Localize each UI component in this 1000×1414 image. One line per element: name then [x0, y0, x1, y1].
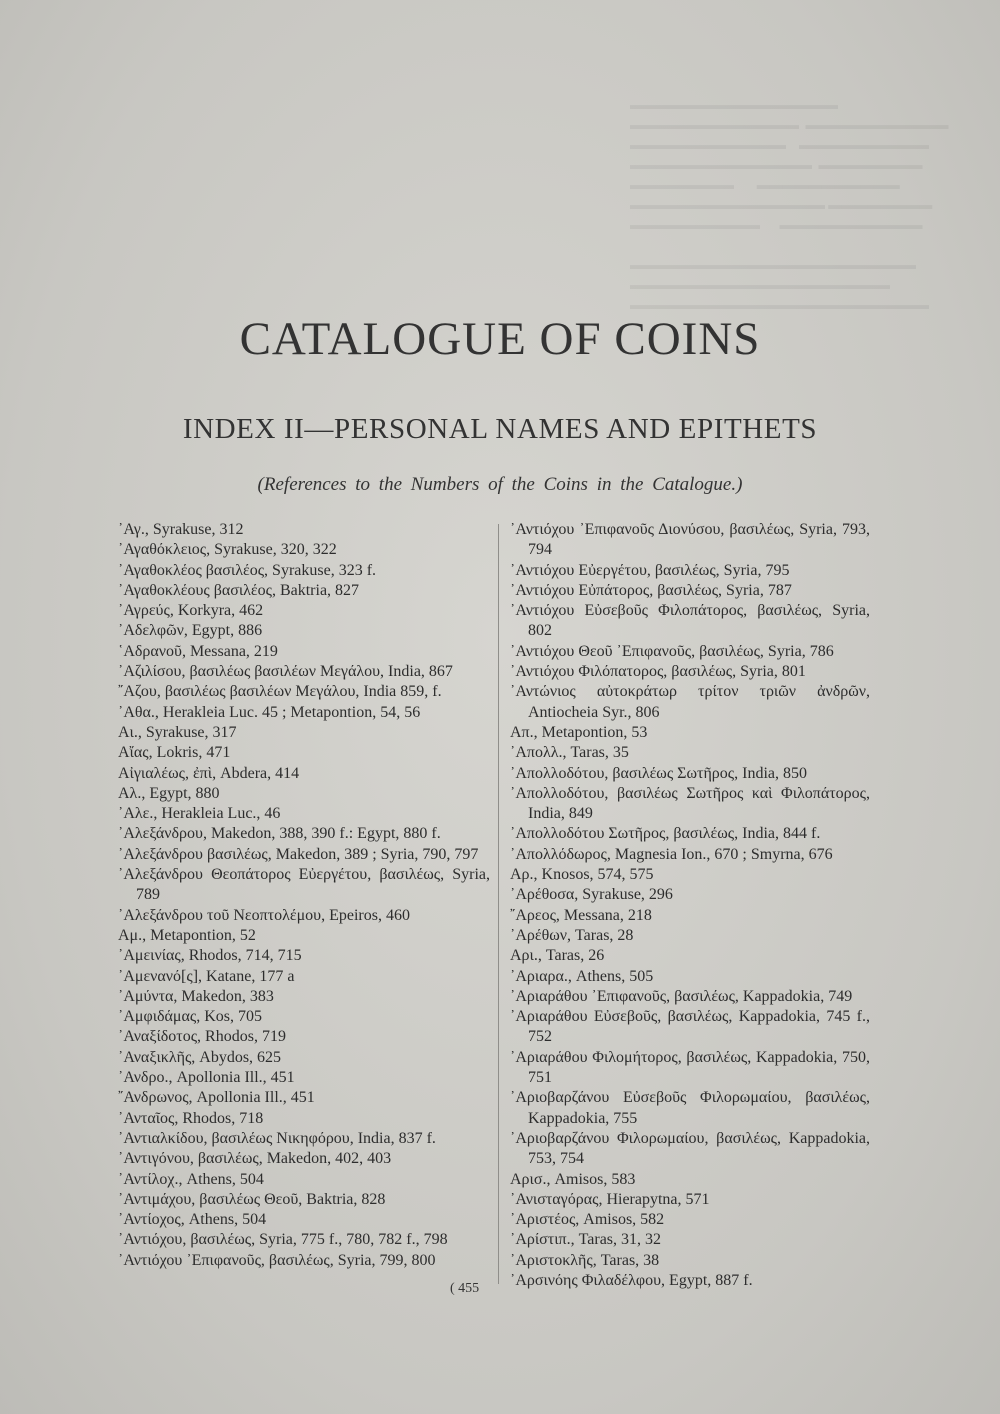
index-entry: ᾿Αντιόχου, βασιλέως, Syria, 775 f., 780, 782 f., 798 [118, 1231, 448, 1249]
index-entry: ᾿Αμεινίας, Rhodos, 714, 715 [118, 947, 302, 965]
index-entry: ᾿Αριοβαρζάνου Φιλορωμαίου, βασιλέως, Kappadokia, 753, 754 [510, 1129, 870, 1168]
page-number: ( 455 [450, 1281, 480, 1296]
index-entry: ᾿Αλεξάνδρου Θεοπάτορος Εὐεργέτου, βασιλέως, Syria, 789 [118, 866, 490, 904]
index-entry: ᾿Αλεξάνδρου τοῦ Νεοπτολέμου, Epeiros, 460 [118, 906, 410, 924]
index-entry: ᾿Αντιόχου Φιλόπατορος, βασιλέως, Syria, 801 [510, 663, 806, 681]
index-entry: Αι., Syrakuse, 317 [118, 723, 237, 741]
index-entry: Αἴας, Lokris, 471 [118, 744, 231, 762]
index-entry: ᾿Αγαθόκλειος, Syrakuse, 320, 322 [118, 541, 337, 559]
index-entry: ᾿Απολλοδότου Σωτῆρος, βασιλέως, India, 844 f. [510, 825, 821, 843]
index-entry: Αἰγιαλέως, ἐπὶ, Abdera, 414 [118, 764, 300, 782]
index-entry: ᾿Αλε., Herakleia Luc., 46 [118, 805, 281, 823]
index-entry: ᾿Αμύντα, Makedon, 383 [118, 987, 274, 1005]
index-entry: ᾿Αγαθοκλέος βασιλέος, Syrakuse, 323 f. [118, 561, 377, 579]
index-entry: ᾿Αντιόχου ᾿Επιφανοῦς Διονύσου, βασιλέως, Syria, 793, 794 [510, 521, 870, 559]
index-entry: ᾿Αγ., Syrakuse, 312 [118, 521, 244, 538]
index-entry: ᾿Αλεξάνδρου βασιλέως, Makedon, 389 ; Syria, 790, 797 [118, 845, 479, 863]
bleed-through-text: ▬▬▬▬▬▬▬▬▬▬▬▬▬▬▬▬ ▬▬▬▬▬▬▬▬▬▬▬▬▬ ▬▬▬▬▬▬▬▬▬▬▬ ▬▬▬▬▬▬▬▬▬▬▬▬ ▬▬▬▬▬▬▬▬▬▬ ▬▬▬▬▬▬▬▬▬▬▬▬▬▬ ▬▬▬▬▬▬▬▬ ▬▬▬▬▬▬▬▬ ▬▬▬▬▬▬▬▬▬▬▬ ▬▬▬▬▬▬▬▬▬▬▬▬▬▬▬ ▬▬▬▬▬▬▬▬ ▬▬▬▬▬▬▬▬▬▬ ▬▬▬▬▬▬▬▬▬▬▬ ▬▬▬▬▬▬▬▬▬▬▬▬▬▬▬▬▬▬▬▬▬▬ ▬▬▬▬▬▬▬▬▬▬▬▬▬▬▬▬▬▬▬▬ ▬▬▬▬▬▬▬▬▬▬▬▬▬▬▬▬▬▬▬▬▬▬▬ [630, 97, 949, 312]
index-entry: ᾿Αριοβαρζάνου Εὐσεβοῦς Φιλορωμαίου, βασιλέως, Kappadokia, 755 [510, 1089, 870, 1127]
index-entry: ᾿Ανδρο., Apollonia Ill., 451 [118, 1069, 295, 1087]
index-entry: Αμ., Metapontion, 52 [118, 926, 256, 944]
index-entry: ᾿Απολλοδότου, βασιλέως Σωτῆρος καὶ Φιλοπάτορος, India, 849 [510, 784, 870, 823]
index-entry: ᾿Απολλόδωρος, Magnesia Ion., 670 ; Smyrna, 676 [510, 845, 833, 863]
index-entry: ῎Αζου, βασιλέως βασιλέων Μεγάλου, India 859, f. [118, 683, 442, 701]
page-title: CATALOGUE OF COINS [239, 313, 761, 365]
index-entry: ᾿Αντιμάχου, βασιλέως Θεοῦ, Baktria, 828 [118, 1190, 386, 1208]
index-entry: ᾿Αρέθων, Taras, 28 [510, 926, 634, 944]
index-entry: ᾿Αθα., Herakleia Luc. 45 ; Metapontion, 54, 56 [118, 703, 421, 721]
index-entry: ᾿Αριαράθου Φιλομήτορος, βασιλέως, Kappadokia, 750, 751 [510, 1048, 870, 1087]
index-entry: ᾿Αρέθοσα, Syrakuse, 296 [510, 886, 673, 904]
column-divider [498, 524, 499, 1284]
index-entry: ᾿Αντίλοχ., Athens, 504 [118, 1170, 264, 1188]
index-entry: ῾Αδρανοῦ, Messana, 219 [118, 642, 278, 660]
index-entry: Αρι., Taras, 26 [510, 947, 605, 965]
index-entry: ᾿Αριαράθου Εὐσεβοῦς, βασιλέως, Kappadokia, 745 f., 752 [510, 1008, 870, 1046]
index-entry: ᾿Αριστοκλῆς, Taras, 38 [510, 1251, 660, 1269]
index-entry: ᾿Αντίοχος, Athens, 504 [118, 1211, 267, 1229]
index-column-left [118, 520, 490, 1271]
index-entry: ᾿Αδελφῶν, Egypt, 886 [118, 622, 263, 640]
index-entry: ᾿Αρίστιπ., Taras, 31, 32 [510, 1231, 662, 1249]
index-entry: ᾿Απολλοδότου, βασιλέως Σωτῆρος, India, 850 [510, 764, 807, 782]
index-entry: ᾿Αντιόχου Εὐσεβοῦς Φιλοπάτορος, βασιλέως, Syria, 802 [510, 602, 870, 640]
index-subtitle: INDEX II—PERSONAL NAMES AND EPITHETS [182, 413, 818, 445]
index-entry: ᾿Αρσινόης Φιλαδέλφου, Egypt, 887 f. [510, 1271, 753, 1289]
index-entry: ᾿Αντιόχου Θεοῦ ᾿Επιφανοῦς, βασιλέως, Syria, 786 [510, 642, 834, 660]
index-entry: Αρισ., Amisos, 583 [510, 1170, 636, 1188]
index-entry: ᾿Αγαθοκλέους βασιλέος, Baktria, 827 [118, 581, 360, 599]
index-entry: ᾿Αριαρα., Athens, 505 [510, 967, 654, 985]
index-entry: ᾿Αντώνιος αὐτοκράτωρ τρίτον τριῶν ἀνδρῶν, Antiocheia Syr., 806 [510, 683, 870, 721]
index-entry: ᾿Αντιόχου Εὐπάτορος, βασιλέως, Syria, 787 [510, 581, 792, 599]
index-entry: ᾿Αντιαλκίδου, βασιλέως Νικηφόρου, India, 837 f. [118, 1129, 436, 1147]
index-entry: ᾿Ανισταγόρας, Hierapytna, 571 [510, 1190, 710, 1208]
index-entry: ᾿Αζιλίσου, βασιλέως βασιλέων Μεγάλου, India, 867 [118, 663, 453, 681]
index-entry: ᾿Αγρεύς, Korkyra, 462 [118, 602, 264, 620]
index-entry: ᾿Απολλ., Taras, 35 [510, 744, 629, 762]
index-entry: ᾿Αμενανό[ς], Katane, 177 a [118, 967, 295, 985]
index-entry: ῎Αρεος, Messana, 218 [510, 906, 652, 924]
index-entry: ᾿Ανταῖος, Rhodos, 718 [118, 1109, 264, 1127]
index-column-right [510, 520, 870, 1291]
index-entry: ᾿Αντιόχου ᾿Επιφανοῦς, βασιλέως, Syria, 799, 800 [118, 1251, 436, 1269]
index-entry: ᾿Αναξίδοτος, Rhodos, 719 [118, 1028, 286, 1046]
index-entry: ᾿Αριστέος, Amisos, 582 [510, 1211, 665, 1229]
index-entry: ᾿Αντιγόνου, βασιλέως, Makedon, 402, 403 [118, 1150, 392, 1168]
index-entry: ᾿Αμφιδάμας, Kos, 705 [118, 1008, 262, 1026]
index-entry: ᾿Αριαράθου ᾿Επιφανοῦς, βασιλέως, Kappadokia, 749 [510, 987, 853, 1005]
index-entry: ᾿Αναξικλῆς, Abydos, 625 [118, 1048, 282, 1066]
index-entry: ᾿Αντιόχου Εὐεργέτου, βασιλέως, Syria, 795 [510, 561, 790, 579]
index-entry: Απ., Metapontion, 53 [510, 723, 648, 741]
index-entry: Αλ., Egypt, 880 [118, 784, 220, 802]
index-entry: ᾿Αλεξάνδρου, Makedon, 388, 390 f.: Egypt, 880 f. [118, 825, 441, 843]
index-entry: ῎Ανδρωνος, Apollonia Ill., 451 [118, 1089, 315, 1107]
index-entry: Αρ., Knosos, 574, 575 [510, 866, 654, 884]
reference-note: (References to the Numbers of the Coins in the Catalogue.) [257, 474, 743, 495]
